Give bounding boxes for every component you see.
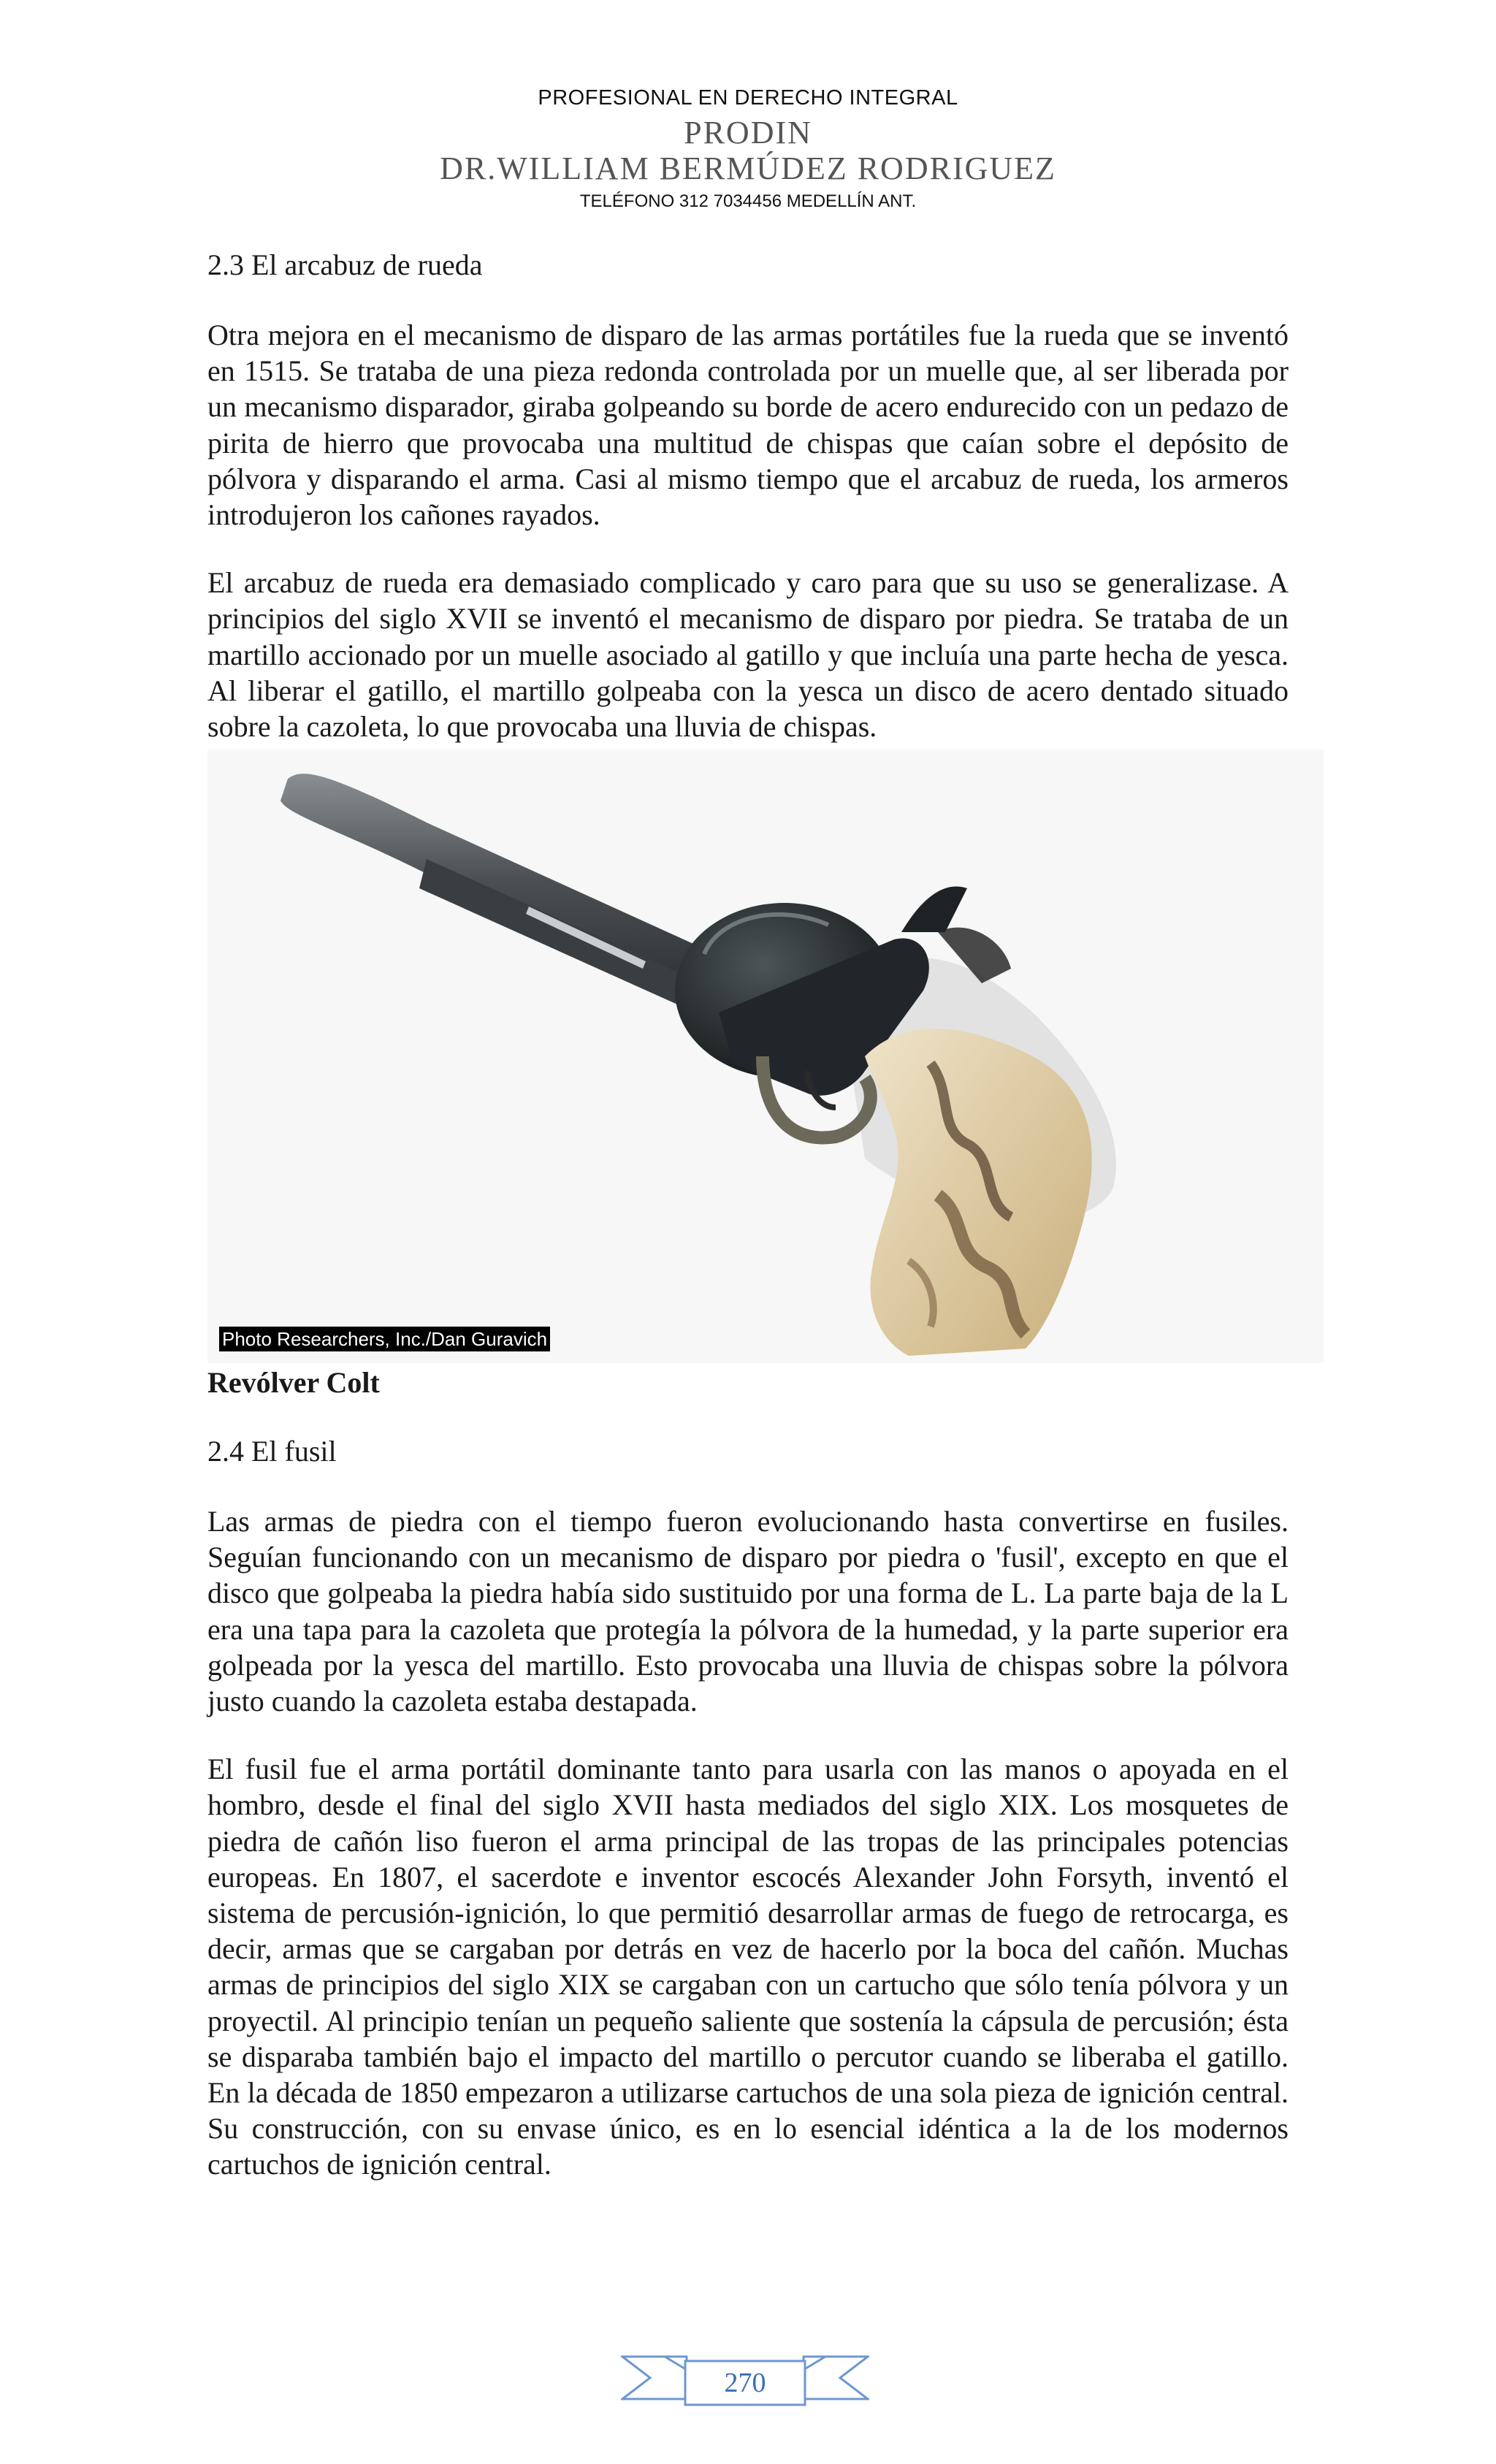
section-arcabuz [207, 247, 1289, 744]
header-phone: TELÉFONO 312 7034456 MEDELLÍN ANT. [579, 191, 917, 211]
paragraph: Otra mejora en el mecanismo de disparo de las armas portátiles fue la rueda que se inventó en 1515. Se trataba de una pieza redonda controlada por un muelle que, al ser liberada por un mecanismo disparador, giraba golpeando su borde de acero endurecido con un pedazo de pirita de hierro que provocaba una multitud de chispas que caían sobre el depósito de pólvora y disparando el arma. Casi al mismo tiempo que el arcabuz de rueda, los armeros introdujeron los cañones rayados. [207, 319, 1289, 532]
section-heading: 2.4 El fusil [207, 1435, 337, 1468]
revolver-illustration [207, 750, 1324, 1363]
revolver-photo [207, 750, 1324, 1363]
header-firm-name: PROFESIONAL EN DERECHO INTEGRAL [538, 86, 958, 110]
paragraph: El fusil fue el arma portátil dominante tanto para usarla con las manos o apoyada en el hombro, desde el final del siglo XVII hasta mediados del siglo XIX. Los mosquetes de piedra de cañón liso fueron el arma principal de las tropas de las principales potencias europeas. En 1807, el sacerdote e inventor escocés Alexander John Forsyth, inventó el sistema de percusión-ignición, lo que permitió desarrollar armas de fuego de retrocarga, es decir, armas que se cargaban por detrás en vez de hacerlo por la boca del cañón. Muchas armas de principios del siglo XIX se cargaban con un cartucho que sólo tenía pólvora y un proyectil. Al principio tenían un pequeño saliente que sostenía la cápsula de percusión; ésta se disparaba también bajo el impacto del martillo o percutor cuando se liberaba el gatillo. En la década de 1850 empezaron a utilizarse cartuchos de una sola pieza de ignición central. Su construcción, con su envase único, es en lo esencial idéntica a la de los modernos cartuchos de ignición central. [207, 1752, 1289, 2181]
page-number-banner [621, 2341, 869, 2421]
paragraph: El arcabuz de rueda era demasiado complicado y caro para que su uso se generalizase. A principios del siglo XVII se inventó el mecanismo de disparo por piedra. Se trataba de un martillo accionado por un muelle asociado al gatillo y que incluía una parte hecha de yesca. Al liberar el gatillo, el martillo golpeaba con la yesca un disco de acero dentado situado sobre la cazoleta, lo que provocaba una lluvia de chispas. [207, 566, 1289, 744]
header-author: DR.WILLIAM BERMÚDEZ RODRIGUEZ [440, 150, 1056, 186]
figure-caption: Revólver Colt [207, 1366, 380, 1399]
section-heading: 2.3 El arcabuz de rueda [207, 248, 483, 281]
photo-credit: Photo Researchers, Inc./Dan Guravich [219, 1327, 550, 1351]
page-number: 270 [724, 2368, 766, 2398]
section-fusil [207, 1433, 1289, 2183]
header-acronym: PRODIN [684, 115, 812, 150]
paragraph: Las armas de piedra con el tiempo fueron evolucionando hasta convertirse en fusiles. Seguían funcionando con un mecanismo de disparo por piedra o 'fusil', excepto en que el disco que golpeaba la piedra había sido sustituido por una forma de L. La parte baja de la L era una tapa para la cazoleta que protegía la pólvora de la humedad, y la parte superior era golpeada por la yesca del martillo. Esto provocaba una lluvia de chispas sobre la pólvora justo cuando la cazoleta estaba destapada. [207, 1505, 1289, 1718]
